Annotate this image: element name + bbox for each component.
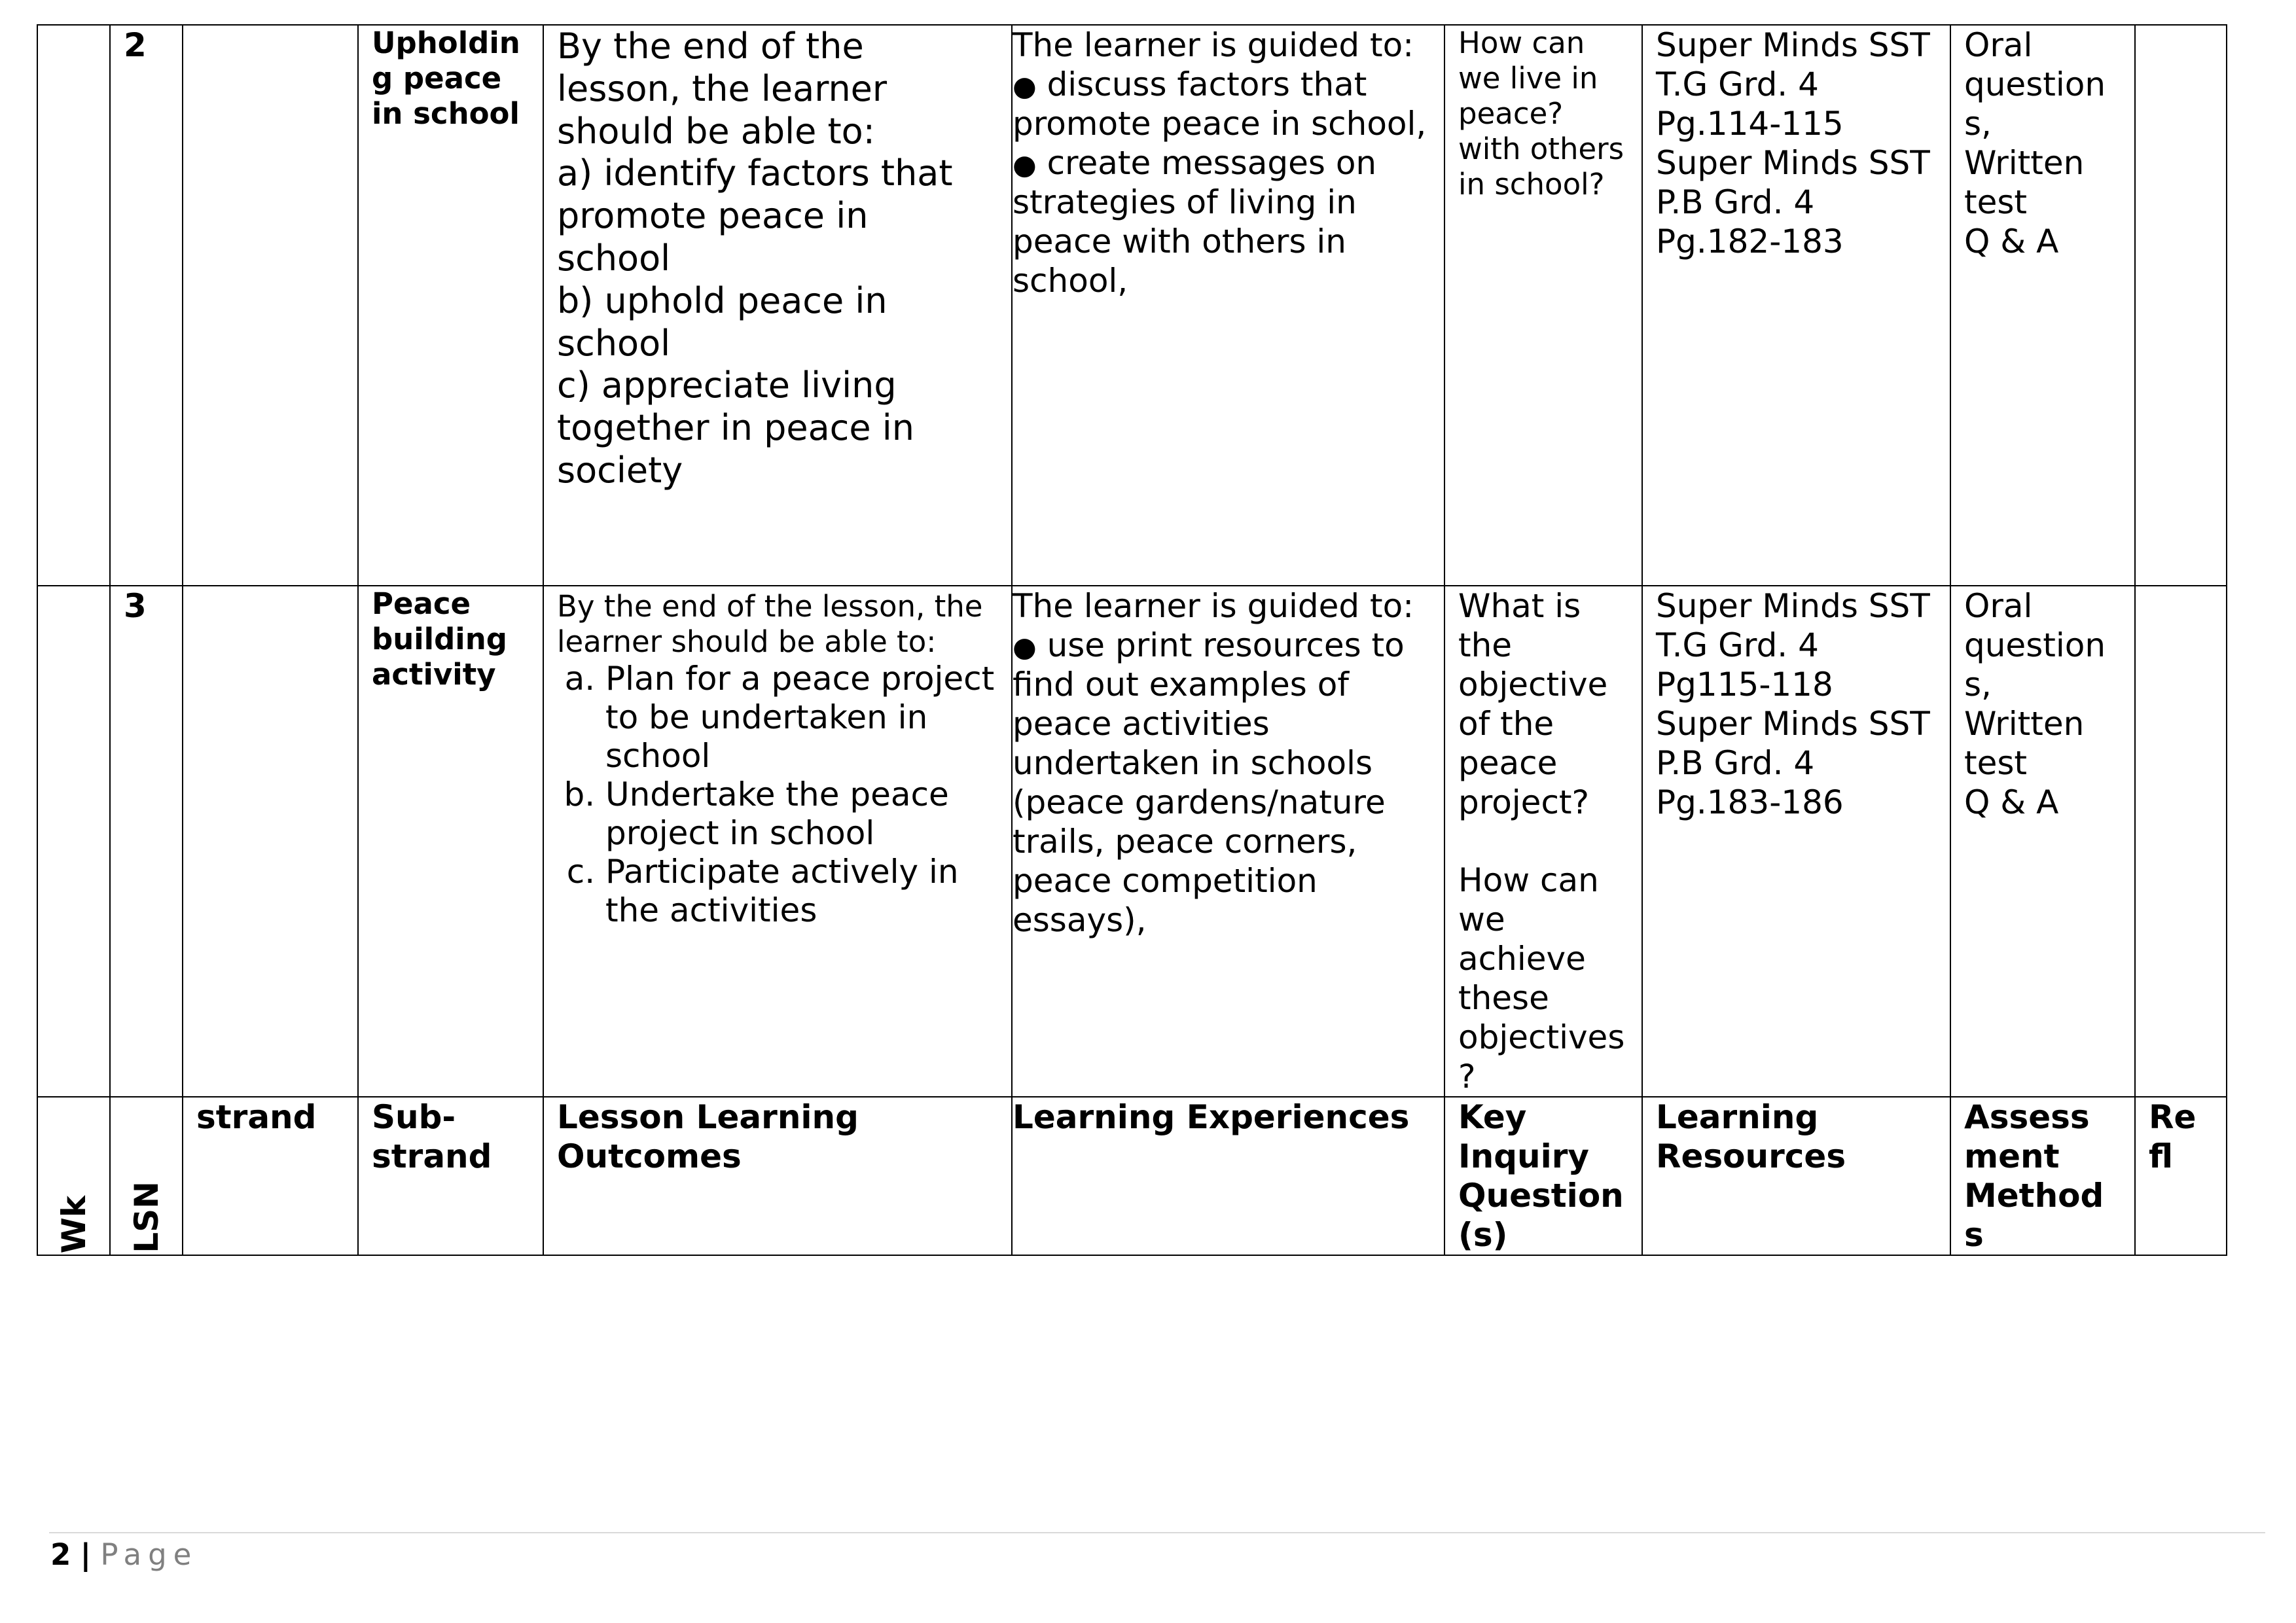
reflection-cell (2135, 586, 2227, 1097)
lesson-number-cell: 3 (110, 586, 183, 1097)
outcome-line: together in peace in (557, 407, 914, 449)
assessment-method-cell: Oral question s, Written test Q & A (1950, 586, 2135, 1097)
learning-experiences-cell (1012, 586, 1444, 1097)
learning-resources-cell: Super Minds SST T.G Grd. 4 Pg115-118 Super Minds SST P.B Grd. 4 Pg.183-186 (1642, 586, 1950, 1097)
header-assessment: Assess ment Method s (1950, 1097, 2135, 1255)
footer-separator: | (80, 1537, 92, 1572)
header-reflection: Re fl (2135, 1097, 2227, 1255)
strand-cell (183, 25, 358, 586)
footer-divider (49, 1532, 2265, 1533)
page-label: Page (100, 1537, 198, 1572)
experience-item: ● create messages on strategies of living in peace with others in school, (1013, 144, 1377, 300)
list-item: a. Plan for a peace project to be undertaken in school (605, 660, 998, 776)
scheme-of-work-table (37, 24, 2227, 1256)
list-item: c. Participate actively in the activities (605, 853, 998, 930)
outcome-line: lesson, the learner (557, 67, 888, 109)
learning-outcomes-cell (543, 586, 1012, 1097)
outcome-line: promote peace in (557, 195, 869, 237)
outcome-line: school (557, 322, 671, 364)
experiences-intro: The learner is guided to: (1013, 587, 1414, 625)
sub-strand-cell: Peace building activity (358, 586, 543, 1097)
outcome-line: By the end of the (557, 26, 864, 67)
strand-cell (183, 586, 358, 1097)
table-row (37, 586, 2227, 1097)
header-strand: strand (183, 1097, 358, 1255)
header-learning-experiences: Learning Experiences (1012, 1097, 1444, 1255)
page-footer (50, 1537, 198, 1573)
outcomes-intro: By the end of the lesson, the learner should be able to: (557, 589, 983, 659)
outcome-line: a) identify factors that (557, 152, 953, 194)
sub-strand-cell: Upholdin g peace in school (358, 25, 543, 586)
outcome-line: school (557, 237, 671, 279)
outcome-line: society (557, 449, 683, 491)
experience-item: ● use print resources to find out examples of peace activities undertaken in schools (peace gardens/nature trails, peace corners, peace competition essays), (1013, 626, 1405, 939)
header-week: Wk (37, 1097, 110, 1255)
week-cell (37, 586, 110, 1097)
reflection-cell (2135, 25, 2227, 586)
lesson-number-cell: 2 (110, 25, 183, 586)
inquiry-question: How can we achieve these objectives ? (1458, 861, 1625, 1096)
week-cell (37, 25, 110, 586)
header-sub-strand: Sub- strand (358, 1097, 543, 1255)
outcome-line: b) uphold peace in (557, 279, 888, 321)
experiences-intro: The learner is guided to: (1013, 26, 1414, 64)
bullet-icon: ● (1013, 631, 1037, 663)
outcomes-list (557, 660, 998, 930)
learning-experiences-cell (1012, 25, 1444, 586)
assessment-method-cell: Oral question s, Written test Q & A (1950, 25, 2135, 586)
page-number: 2 (50, 1537, 71, 1572)
experience-item: ● discuss factors that promote peace in school, (1013, 65, 1427, 143)
key-inquiry-cell: How can we live in peace? with others in school? (1444, 25, 1642, 586)
bullet-icon: ● (1013, 149, 1037, 181)
header-key-inquiry: Key Inquiry Question (s) (1444, 1097, 1642, 1255)
inquiry-question: What is the objective of the peace project? (1458, 587, 1608, 821)
outcome-line: c) appreciate living (557, 365, 897, 406)
header-learning-outcomes: Lesson Learning Outcomes (543, 1097, 1012, 1255)
table-row (37, 25, 2227, 586)
learning-resources-cell: Super Minds SST T.G Grd. 4 Pg.114-115 Super Minds SST P.B Grd. 4 Pg.182-183 (1642, 25, 1950, 586)
key-inquiry-cell (1444, 586, 1642, 1097)
bullet-icon: ● (1013, 70, 1037, 102)
learning-outcomes-cell (543, 25, 1012, 586)
header-lsn: LSN (110, 1097, 183, 1255)
table-header-row (37, 1097, 2227, 1255)
list-item: b. Undertake the peace project in school (605, 776, 998, 853)
header-learning-resources: Learning Resources (1642, 1097, 1950, 1255)
outcome-line: should be able to: (557, 110, 875, 152)
